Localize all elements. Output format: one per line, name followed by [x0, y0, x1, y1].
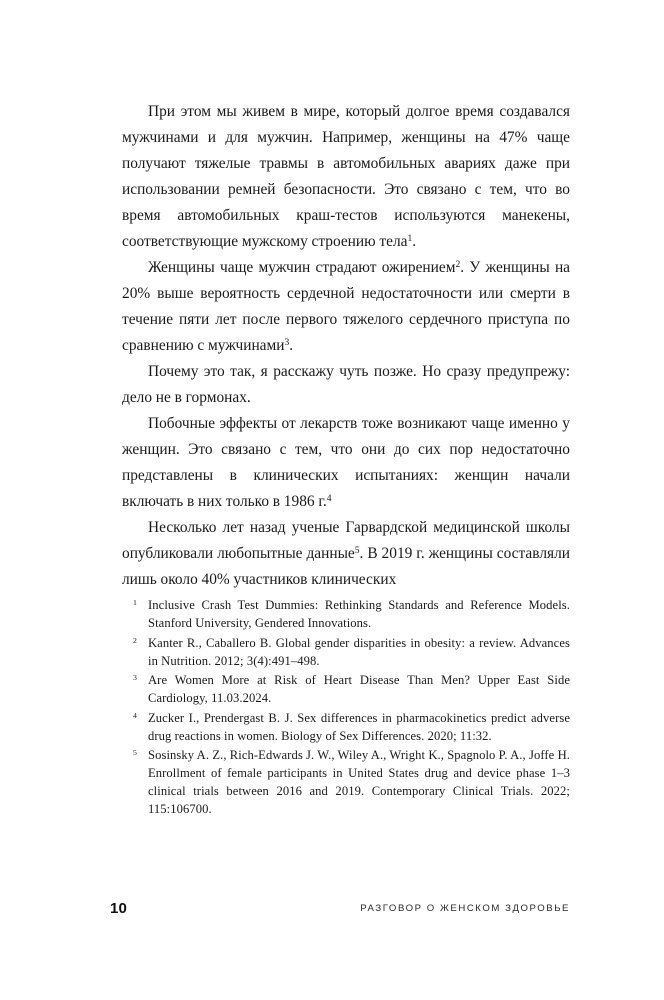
- footnote-marker: 3: [133, 673, 137, 682]
- page-number: 10: [110, 899, 128, 917]
- body-text-block: [122, 99, 570, 593]
- footnote-ref-2[interactable]: 2: [455, 259, 461, 271]
- paragraph-4: [122, 411, 570, 515]
- footnote-marker: 4: [133, 710, 137, 720]
- footnote-list: [122, 596, 570, 820]
- footnote-text: Sosinsky A. Z., Rich-Edwards J. W., Wiley A., Wright K., Spagnolo P. A., Joffe H. Enrollment of female participants in United States drug and device phase 1–3 clinical trials between 2016 and 2019. Contemporary Clinical Trials. 2022; 115:106700.: [148, 748, 570, 816]
- paragraph-5-tail: . В 2019 г. женщины составляли лишь около 40% участников клинических: [122, 545, 571, 588]
- paragraph-2-text-a: Женщины чаще мужчин страдают ожирением: [148, 259, 456, 276]
- paragraph-2-text-b: . У женщины на 20% выше вероятность сердечной недостаточности или смерти в течение пяти лет после первого тяжелого сердечного приступа по сравнению с мужчинами: [122, 259, 571, 354]
- footnote-text: Inclusive Crash Test Dummies: Rethinking Standards and Reference Models. Stanford University, Gendered Innovations.: [148, 598, 570, 630]
- footnote-text: Zucker I., Prendergast B. J. Sex differences in pharmacokinetics predict adverse drug reactions in women. Biology of Sex Differences. 2020; 11:32.: [148, 710, 570, 743]
- page-footer: [110, 898, 570, 918]
- footnote-item: [122, 746, 570, 818]
- footnote-text: Are Women More at Risk of Heart Disease Than Men? Upper East Side Cardiology, 11.03.2024.: [148, 673, 570, 705]
- footnote-marker: 1: [133, 598, 137, 607]
- footnote-item: [122, 709, 570, 745]
- footnote-ref-4[interactable]: 4: [326, 493, 332, 505]
- footnote-ref-5[interactable]: 5: [354, 545, 360, 557]
- footnote-marker: 2: [133, 635, 137, 645]
- paragraph-4-text: Побочные эффекты от лекарств тоже возникают чаще именно у женщин. Это связано с тем, что они до сих пор недостаточно представлены в клинических испытаниях: женщин начали включать в них только в 1986 г.: [122, 415, 570, 510]
- paragraph-2: [122, 255, 570, 359]
- footnote-marker: 5: [133, 748, 137, 757]
- paragraph-1-text: При этом мы живем в мире, который долгое время создавался мужчинами и для мужчин. Например, женщины на 47% чаще получают тяжелые травмы в автомобильных авариях даже при использовании ремней безопасности. Это связано с тем, что во время автомобильных краш-тестов используются манекены, соответствующие мужскому строению тела: [122, 103, 570, 250]
- paragraph-5-text: Несколько лет назад ученые Гарвардской медицинской школы опубликовали любопытные данные: [122, 519, 570, 562]
- paragraph-1: [122, 99, 570, 255]
- footnote-ref-3[interactable]: 3: [284, 337, 290, 349]
- paragraph-2-text-c: .: [289, 337, 294, 354]
- footnote-item: [122, 634, 570, 670]
- footnote-ref-1[interactable]: 1: [407, 233, 413, 245]
- running-head: РАЗГОВОР О ЖЕНСКОМ ЗДОРОВЬЕ: [360, 902, 570, 914]
- paragraph-3: Почему это так, я расскажу чуть позже. Но сразу предупрежу: дело не в гормонах.: [122, 363, 570, 406]
- paragraph-1-tail: .: [412, 233, 417, 250]
- footnote-item: [122, 596, 570, 632]
- footnote-item: [122, 671, 570, 707]
- footnote-text: Kanter R., Caballero B. Global gender disparities in obesity: a review. Advances in Nutrition. 2012; 3(4):491–498.: [148, 635, 570, 668]
- paragraph-5: [122, 515, 570, 593]
